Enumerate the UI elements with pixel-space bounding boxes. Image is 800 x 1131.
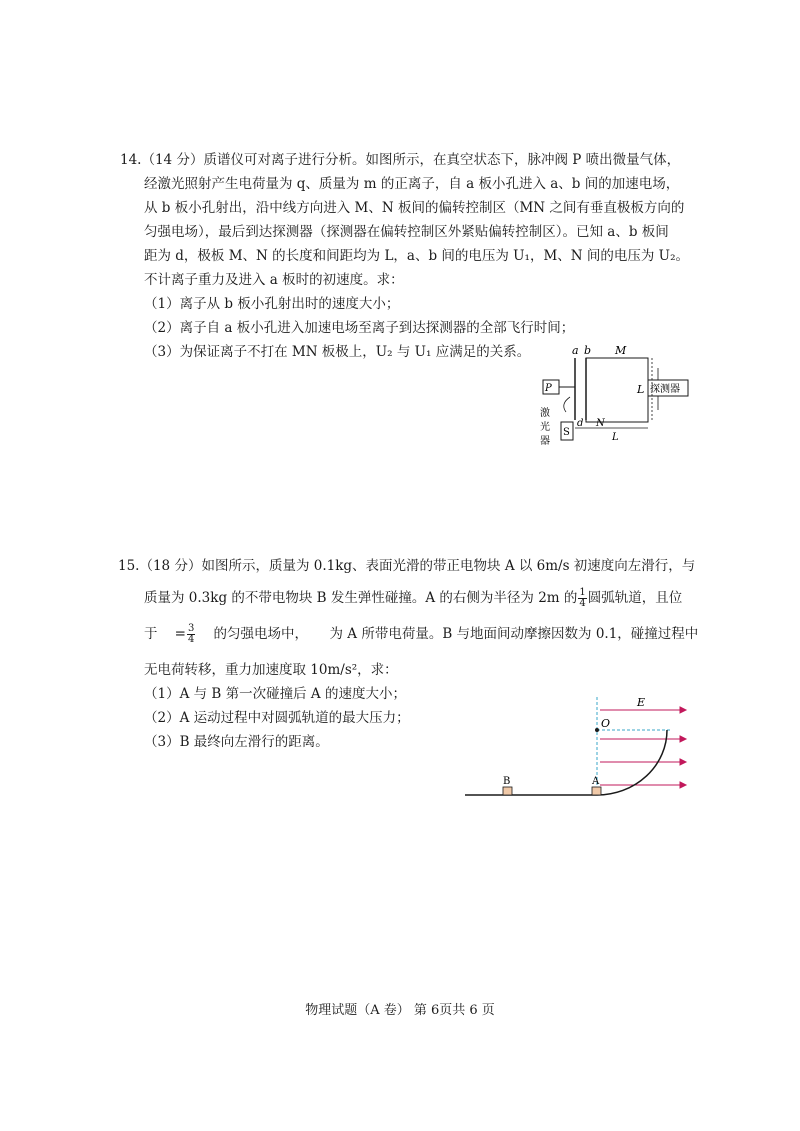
- q14-line-2: 经激光照射产生电荷量为 q、质量为 m 的正离子，自 a 板小孔进入 a、b 间的加速电场，: [144, 176, 680, 192]
- q14-subquestion-2: （2）离子自 a 板小孔进入加速电场至离子到达探测器的全部飞行时间；: [144, 320, 575, 336]
- block-a: [592, 787, 601, 795]
- side-length-label: L: [637, 383, 645, 396]
- q14-line-6: 不计离子重力及进入 a 板时的初速度。求：: [144, 272, 404, 288]
- q15-figure: [465, 695, 695, 805]
- plate-b-label: b: [584, 344, 592, 357]
- q14-figure: [530, 340, 720, 455]
- q14-line-4: 匀强电场），最后到达探测器（探测器在偏转控制区外紧贴偏转控制区）。已知 a、b 板间: [144, 224, 669, 240]
- block-b: [503, 787, 512, 795]
- laser-source-label: S: [563, 427, 570, 438]
- q14-line-1: 14.（14 分）质谱仪可对离子进行分析。如图所示，在真空状态下，脉冲阀 P 喷出微量气体，: [120, 152, 681, 168]
- q15-line-4: 无电荷转移，重力加速度取 10m/s²，求：: [144, 662, 398, 678]
- q15-subquestion-3: （3）B 最终向左滑行的距离。: [144, 734, 329, 750]
- q15-line-3: 于 = $\frac{3}{4}$ 的匀强电场中， 为 A 所带电荷量。B 与地面间动摩擦因数为 0.1，碰撞过程中: [144, 623, 699, 645]
- electric-field-lines: [600, 707, 686, 788]
- pulse-valve-label: P: [545, 383, 552, 394]
- laser-label-3: 器: [540, 436, 550, 447]
- q15-subquestion-2: （2）A 运动过程中对圆弧轨道的最大压力；: [144, 710, 410, 726]
- q14-subquestion-3: （3）为保证离子不打在 MN 板极上，U₂ 与 U₁ 应满足的关系。: [144, 344, 531, 360]
- block-b-label: B: [503, 776, 511, 787]
- q15-line-2-post: 圆弧轨道，且位: [587, 590, 683, 606]
- plate-m-label: M: [615, 344, 627, 357]
- laser-label-2: 光: [540, 422, 550, 433]
- q14-subquestion-1: （1）离子从 b 板小孔射出时的速度大小；: [144, 296, 400, 312]
- center-o-point: [595, 728, 599, 732]
- q15-subquestion-1: （1）A 与 B 第一次碰撞后 A 的速度大小；: [144, 686, 406, 702]
- page-footer: 物理试题（A 卷） 第 6页共 6 页: [305, 1003, 495, 1018]
- q15-line-2-pre: 质量为 0.3kg 的不带电物块 B 发生弹性碰撞。A 的右侧为半径为 2m 的: [144, 590, 578, 606]
- q15-line-1: 15.（18 分）如图所示，质量为 0.1kg、表面光滑的带正电物块 A 以 6m/s 初速度向左滑行，与: [118, 558, 696, 574]
- gap-d-label: d: [577, 418, 584, 429]
- three-quarter-fraction: $\frac{3}{4}$: [187, 623, 195, 645]
- block-a-label: A: [592, 776, 600, 787]
- plate-n-label: N: [596, 418, 605, 429]
- quarter-fraction: $\frac{1}{4}$: [579, 587, 586, 609]
- laser-label-1: 激: [540, 408, 550, 419]
- q15-line-2: [144, 588, 682, 609]
- plate-a-label: a: [572, 344, 579, 357]
- detector-label: 探测器: [650, 384, 680, 395]
- field-e-label: E: [637, 696, 646, 709]
- q14-line-3: 从 b 板小孔射出，沿中线方向进入 M、N 板间的偏转控制区（MN 之间有垂直极板方向的: [144, 200, 685, 216]
- bottom-length-label: L: [612, 432, 619, 443]
- q14-line-5: 距为 d，极板 M、N 的长度和间距均为 L，a、b 间的电压为 U₁，M、N 间的电压为 U₂。: [144, 248, 689, 264]
- center-o-label: O: [601, 717, 611, 730]
